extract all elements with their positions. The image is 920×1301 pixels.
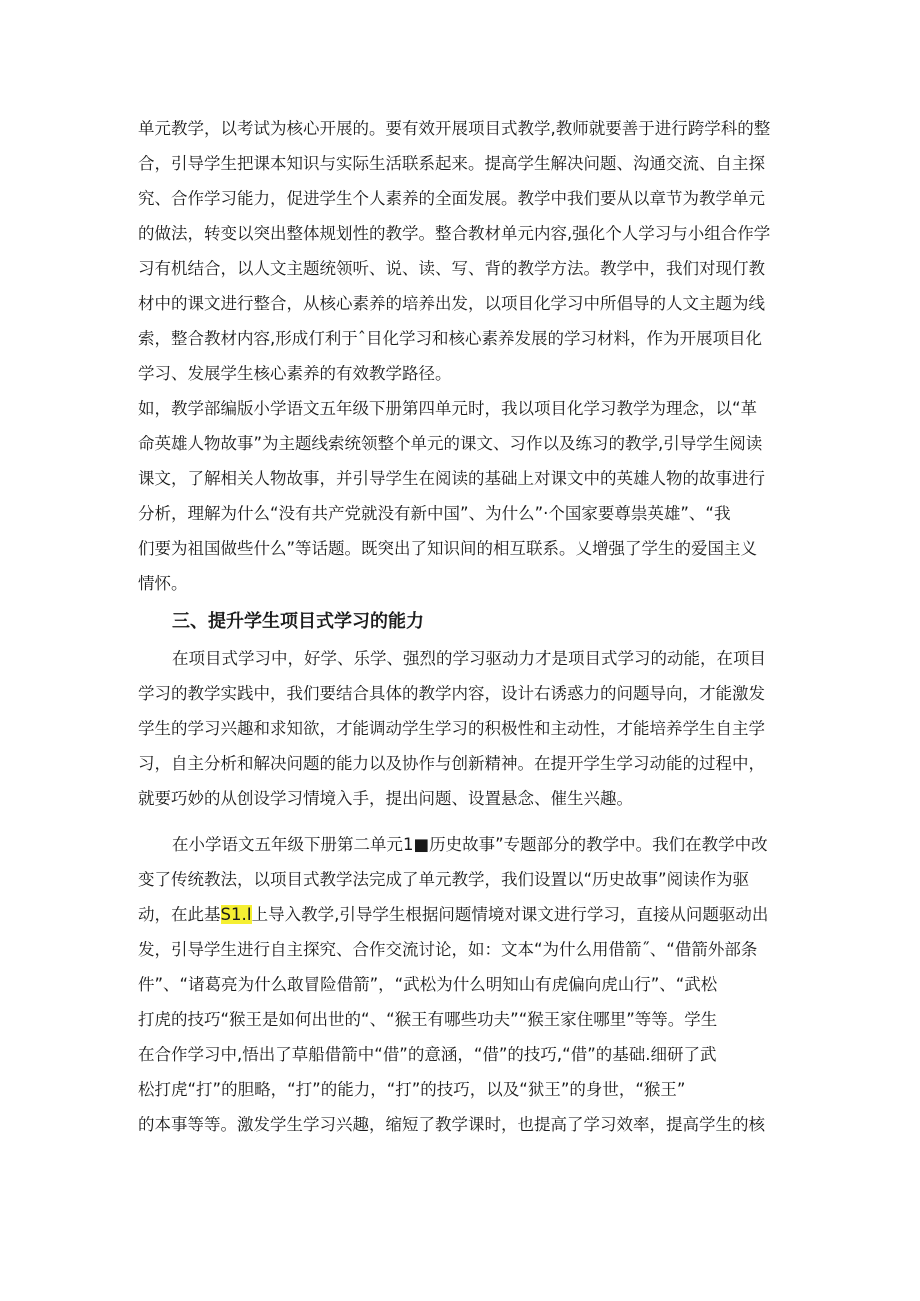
paragraph-1-line: 合，引导学生把课本知识与实际生活联系起来。提高学生解决问题、沟通交流、自主探 [138,154,765,173]
paragraph-4-line: 在小学语文五年级下册第二单元1■历史故事”专题部分的教学中。我们在教学中改 [172,835,768,854]
paragraph-1-line: 习有机结合，以人文主题统领听、说、读、写、背的教学方法。教学中，我们对现仃教 [138,259,765,278]
paragraph-2-line: 如，教学部编版小学语文五年级下册第四单元时，我以项目化学习教学为理念，以“革 [138,399,758,418]
paragraph-4-line: 打虎的技巧“猴王是如何出世的“、“猴王有哪些功夫”“猴王家住哪里”等等。学生 [138,1010,718,1029]
paragraph-2-line: 命英雄人物故事”为主题线索统领整个单元的课文、习作以及练习的教学,引导学生阅读 [138,434,763,453]
highlighted-text: S1.I [220,905,252,924]
paragraph-4-line: 发，引导学生进行自主探究、合作交流讨论，如：文本“为什么用借箭˝、“借箭外部条 [138,940,758,959]
paragraph-1-line: 材中的课文进行整合，从核心素养的培养出发，以项目化学习中所倡导的人文主题为线 [138,294,765,313]
document-body [138,0,783,1301]
paragraph-1-line: 究、合作学习能力，促进学生个人素养的全面发展。教学中我们要从以章节为教学单元 [138,189,765,208]
paragraph-4-line: 变了传统教法，以项目式教学法完成了单元教学，我们设置以“历史故事”阅读作为驱 [138,870,750,889]
paragraph-3-line: 就要巧妙的从创设学习情境入手，提出问题、设置悬念、催生兴趣。 [138,789,633,808]
paragraph-4-line: 的本事等等。激发学生学习兴趣，缩短了教学课时，也提高了学习效率，提高学生的核 [138,1115,765,1134]
paragraph-2-line: 们要为祖国做些什么”等话题。既突出了知识间的相互联系。乂增强了学生的爱国主义 [138,539,758,558]
paragraph-4-line [138,903,768,927]
line-text: 动，在此基 [138,905,221,924]
paragraph-1-line: 索，整合教材内容,形成仃利于ˆ目化学习和核心素养发展的学习材料，作为开展项目化 [138,329,762,348]
paragraph-1-line: 学习、发展学生核心素养的有效教学路径。 [138,364,452,383]
paragraph-4-line: 在合作学习中,悟出了草船借箭中“借”的意涵，“借”的技巧,“借”的基础.细研了武 [138,1045,717,1064]
line-text: 上导入教学,引导学生根据问题情境对课文进行学习，直接从问题驱动出 [251,905,769,924]
paragraph-2-line: 情怀。 [138,574,188,593]
paragraph-1-line: 的做法，转变以突出整体规划性的教学。整合教材单元内容,强化个人学习与小组合作学 [138,224,771,243]
paragraph-1-line: 单元教学，以考试为核心开展的。要有效开展项目式教学,教师就要善于进行跨学科的整 [138,119,771,138]
paragraph-3-line: 学习的教学实践中，我们要结合具体的教学内容，设计右诱惑力的问题导向，才能激发 [138,684,765,703]
paragraph-3-line: 在项目式学习中，好学、乐学、强烈的学习驱动力才是项目式学习的动能，在项目 [172,649,766,668]
section-heading: 三、提升学生项目式学习的能力 [172,611,424,632]
paragraph-3-line: 习，自主分析和解决问题的能力以及协作与创新精神。在提开学生学习动能的过程中， [138,754,765,773]
paragraph-2-line: 课文，了解相关人物故事，并引导学生在阅读的基础上对课文中的英雄人物的故事进行 [138,469,765,488]
paragraph-3-line: 学生的学习兴趣和求知欲，才能调动学生学习的积极性和主动性，才能培养学生自主学 [138,719,765,738]
paragraph-4-line: 松打虎“打”的胆略，“打”的能力，“打”的技巧，以及“狱王”的身世，“猴王” [138,1080,686,1099]
paragraph-2-line: 分析，理解为什么“没有共产党就没有新中国”、为什么”·个国家要尊祟英雄”、“我 [138,504,731,523]
paragraph-4-line: 件”、“诸葛亮为什么敢冒险借箭”，“武松为什么明知山有虎偏向虎山行”、“武松 [138,975,718,994]
